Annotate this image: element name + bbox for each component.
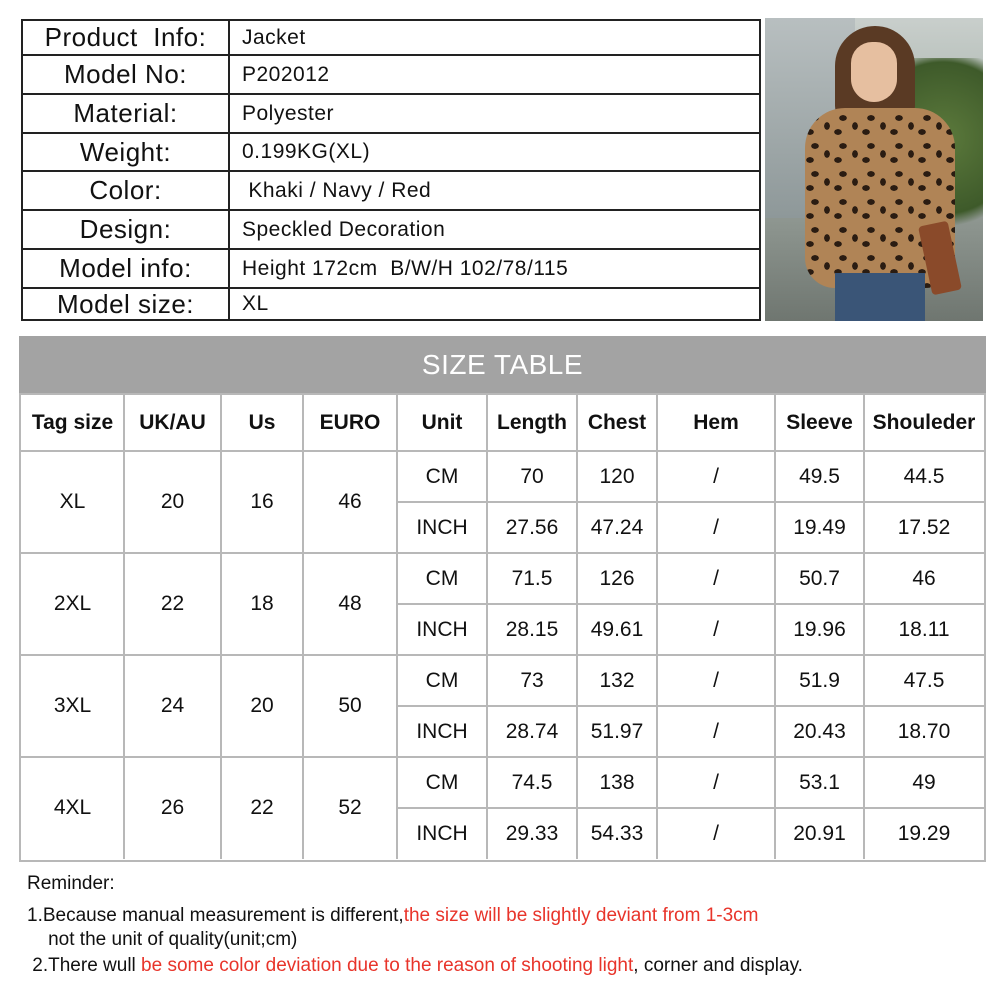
info-value: Jacket <box>242 25 306 49</box>
header-shoulder: Shouleder <box>872 411 976 434</box>
reminder-line-1 <box>27 904 987 928</box>
info-value: Polyester <box>242 101 335 125</box>
cell-tag-size: 3XL <box>53 694 92 717</box>
info-value: Speckled Decoration <box>242 217 446 241</box>
info-label: Product Info: <box>23 21 230 54</box>
cell-length: 27.56 <box>505 515 559 539</box>
cell-uk-au: 22 <box>160 592 185 615</box>
cell-sleeve: 53.1 <box>799 770 840 794</box>
cell-length: 28.74 <box>505 719 559 743</box>
cell-hem: / <box>713 464 719 488</box>
cell-hem: / <box>713 566 719 590</box>
cell-chest: 138 <box>599 770 635 794</box>
reminder-line-3-text-a: 2.There wull <box>27 955 142 976</box>
cell-sleeve: 20.43 <box>793 719 846 743</box>
info-row <box>23 95 759 134</box>
info-value: P202012 <box>242 62 330 86</box>
model-face <box>851 42 897 102</box>
info-row <box>23 211 759 250</box>
reminder-line-1-text: 1.Because manual measurement is different, <box>27 905 404 926</box>
cell-hem: / <box>713 719 719 743</box>
header-tag-size: Tag size <box>31 411 114 434</box>
header-unit: Unit <box>421 411 463 434</box>
cell-tag-size: 2XL <box>53 592 92 615</box>
cell-chest: 54.33 <box>590 821 644 845</box>
grid-line-horizontal <box>397 807 984 809</box>
model-photo <box>765 18 983 321</box>
cell-shoulder: 47.5 <box>903 668 945 692</box>
cell-hem: / <box>713 668 719 692</box>
cell-tag-size: 4XL <box>53 796 92 819</box>
header-us: Us <box>248 411 276 434</box>
header-sleeve: Sleeve <box>786 411 853 434</box>
info-label: Weight: <box>23 134 230 170</box>
cell-unit: INCH <box>416 515 468 539</box>
cell-sleeve: 19.96 <box>793 617 846 641</box>
cell-length: 74.5 <box>511 770 553 794</box>
cell-hem: / <box>713 770 719 794</box>
header-uk-au: UK/AU <box>139 411 206 434</box>
cell-chest: 47.24 <box>590 515 644 539</box>
cell-length: 73 <box>520 668 544 692</box>
header-chest: Chest <box>587 411 647 434</box>
cell-uk-au: 20 <box>160 490 185 513</box>
cell-sleeve: 50.7 <box>799 566 840 590</box>
cell-uk-au: 24 <box>160 694 185 717</box>
cell-chest: 49.61 <box>590 617 644 641</box>
reminder-title: Reminder: <box>27 873 115 894</box>
header-euro: EURO <box>319 411 381 434</box>
cell-us: 16 <box>250 490 274 513</box>
reminder-line-1-highlight: the size will be slightly deviant from 1-3cm <box>403 905 759 926</box>
info-label: Model No: <box>23 56 230 93</box>
cell-hem: / <box>713 617 719 641</box>
cell-sleeve: 19.49 <box>793 515 846 539</box>
info-row <box>23 172 759 211</box>
cell-uk-au: 26 <box>160 796 185 819</box>
cell-shoulder: 17.52 <box>897 515 951 539</box>
cell-euro: 46 <box>338 490 362 513</box>
model-jeans <box>835 273 925 321</box>
info-row <box>23 250 759 289</box>
cell-length: 71.5 <box>511 566 553 590</box>
header-hem: Hem <box>693 411 739 434</box>
cell-length: 28.15 <box>505 617 559 641</box>
cell-euro: 48 <box>338 592 362 615</box>
reminder-line-3 <box>27 954 987 978</box>
info-label: Design: <box>23 211 230 248</box>
cell-shoulder: 44.5 <box>903 464 945 488</box>
grid-line-horizontal <box>397 603 984 605</box>
cell-unit: INCH <box>416 719 468 743</box>
cell-tag-size: XL <box>59 490 86 513</box>
info-value: Height 172cm B/W/H 102/78/115 <box>242 256 569 280</box>
cell-chest: 132 <box>599 668 635 692</box>
info-value: XL <box>242 292 269 315</box>
info-row <box>23 56 759 95</box>
info-label: Model info: <box>23 250 230 287</box>
cell-unit: INCH <box>416 821 468 845</box>
cell-hem: / <box>713 821 719 845</box>
info-row <box>23 134 759 172</box>
info-value: Khaki / Navy / Red <box>242 178 432 202</box>
grid-line-horizontal <box>397 501 984 503</box>
cell-length: 70 <box>520 464 544 488</box>
product-info-table <box>21 19 761 321</box>
cell-chest: 51.97 <box>590 719 644 743</box>
cell-unit: CM <box>425 770 459 794</box>
cell-unit: CM <box>425 464 459 488</box>
cell-shoulder: 18.11 <box>898 617 950 641</box>
cell-sleeve: 49.5 <box>799 464 840 488</box>
cell-sleeve: 51.9 <box>799 668 840 692</box>
cell-us: 18 <box>250 592 274 615</box>
header-length: Length <box>497 411 567 434</box>
reminder <box>27 873 987 978</box>
size-table-title: SIZE TABLE <box>19 336 986 393</box>
cell-length: 29.33 <box>505 821 559 845</box>
cell-unit: INCH <box>416 617 468 641</box>
cell-unit: CM <box>425 668 459 692</box>
cell-unit: CM <box>425 566 459 590</box>
cell-chest: 126 <box>599 566 635 590</box>
cell-shoulder: 19.29 <box>897 821 951 845</box>
info-row <box>23 21 759 56</box>
reminder-line-3-text-b: , corner and display. <box>633 955 803 976</box>
info-label: Model size: <box>23 289 230 319</box>
reminder-line-3-highlight: be some color deviation due to the reason of shooting light <box>141 955 634 976</box>
cell-us: 20 <box>250 694 274 717</box>
cell-shoulder: 18.70 <box>897 719 951 743</box>
info-label: Material: <box>23 95 230 132</box>
cell-chest: 120 <box>599 464 635 488</box>
cell-shoulder: 46 <box>912 566 936 590</box>
info-label: Color: <box>23 172 230 209</box>
cell-hem: / <box>713 515 719 539</box>
cell-euro: 52 <box>338 796 362 819</box>
cell-us: 22 <box>250 796 274 819</box>
size-table <box>19 393 986 862</box>
info-row <box>23 289 759 319</box>
reminder-line-2: not the unit of quality(unit;cm) <box>27 929 298 950</box>
cell-shoulder: 49 <box>912 770 936 794</box>
grid-line-horizontal <box>397 705 984 707</box>
cell-euro: 50 <box>338 694 362 717</box>
info-value: 0.199KG(XL) <box>242 140 371 163</box>
cell-sleeve: 20.91 <box>793 821 846 845</box>
